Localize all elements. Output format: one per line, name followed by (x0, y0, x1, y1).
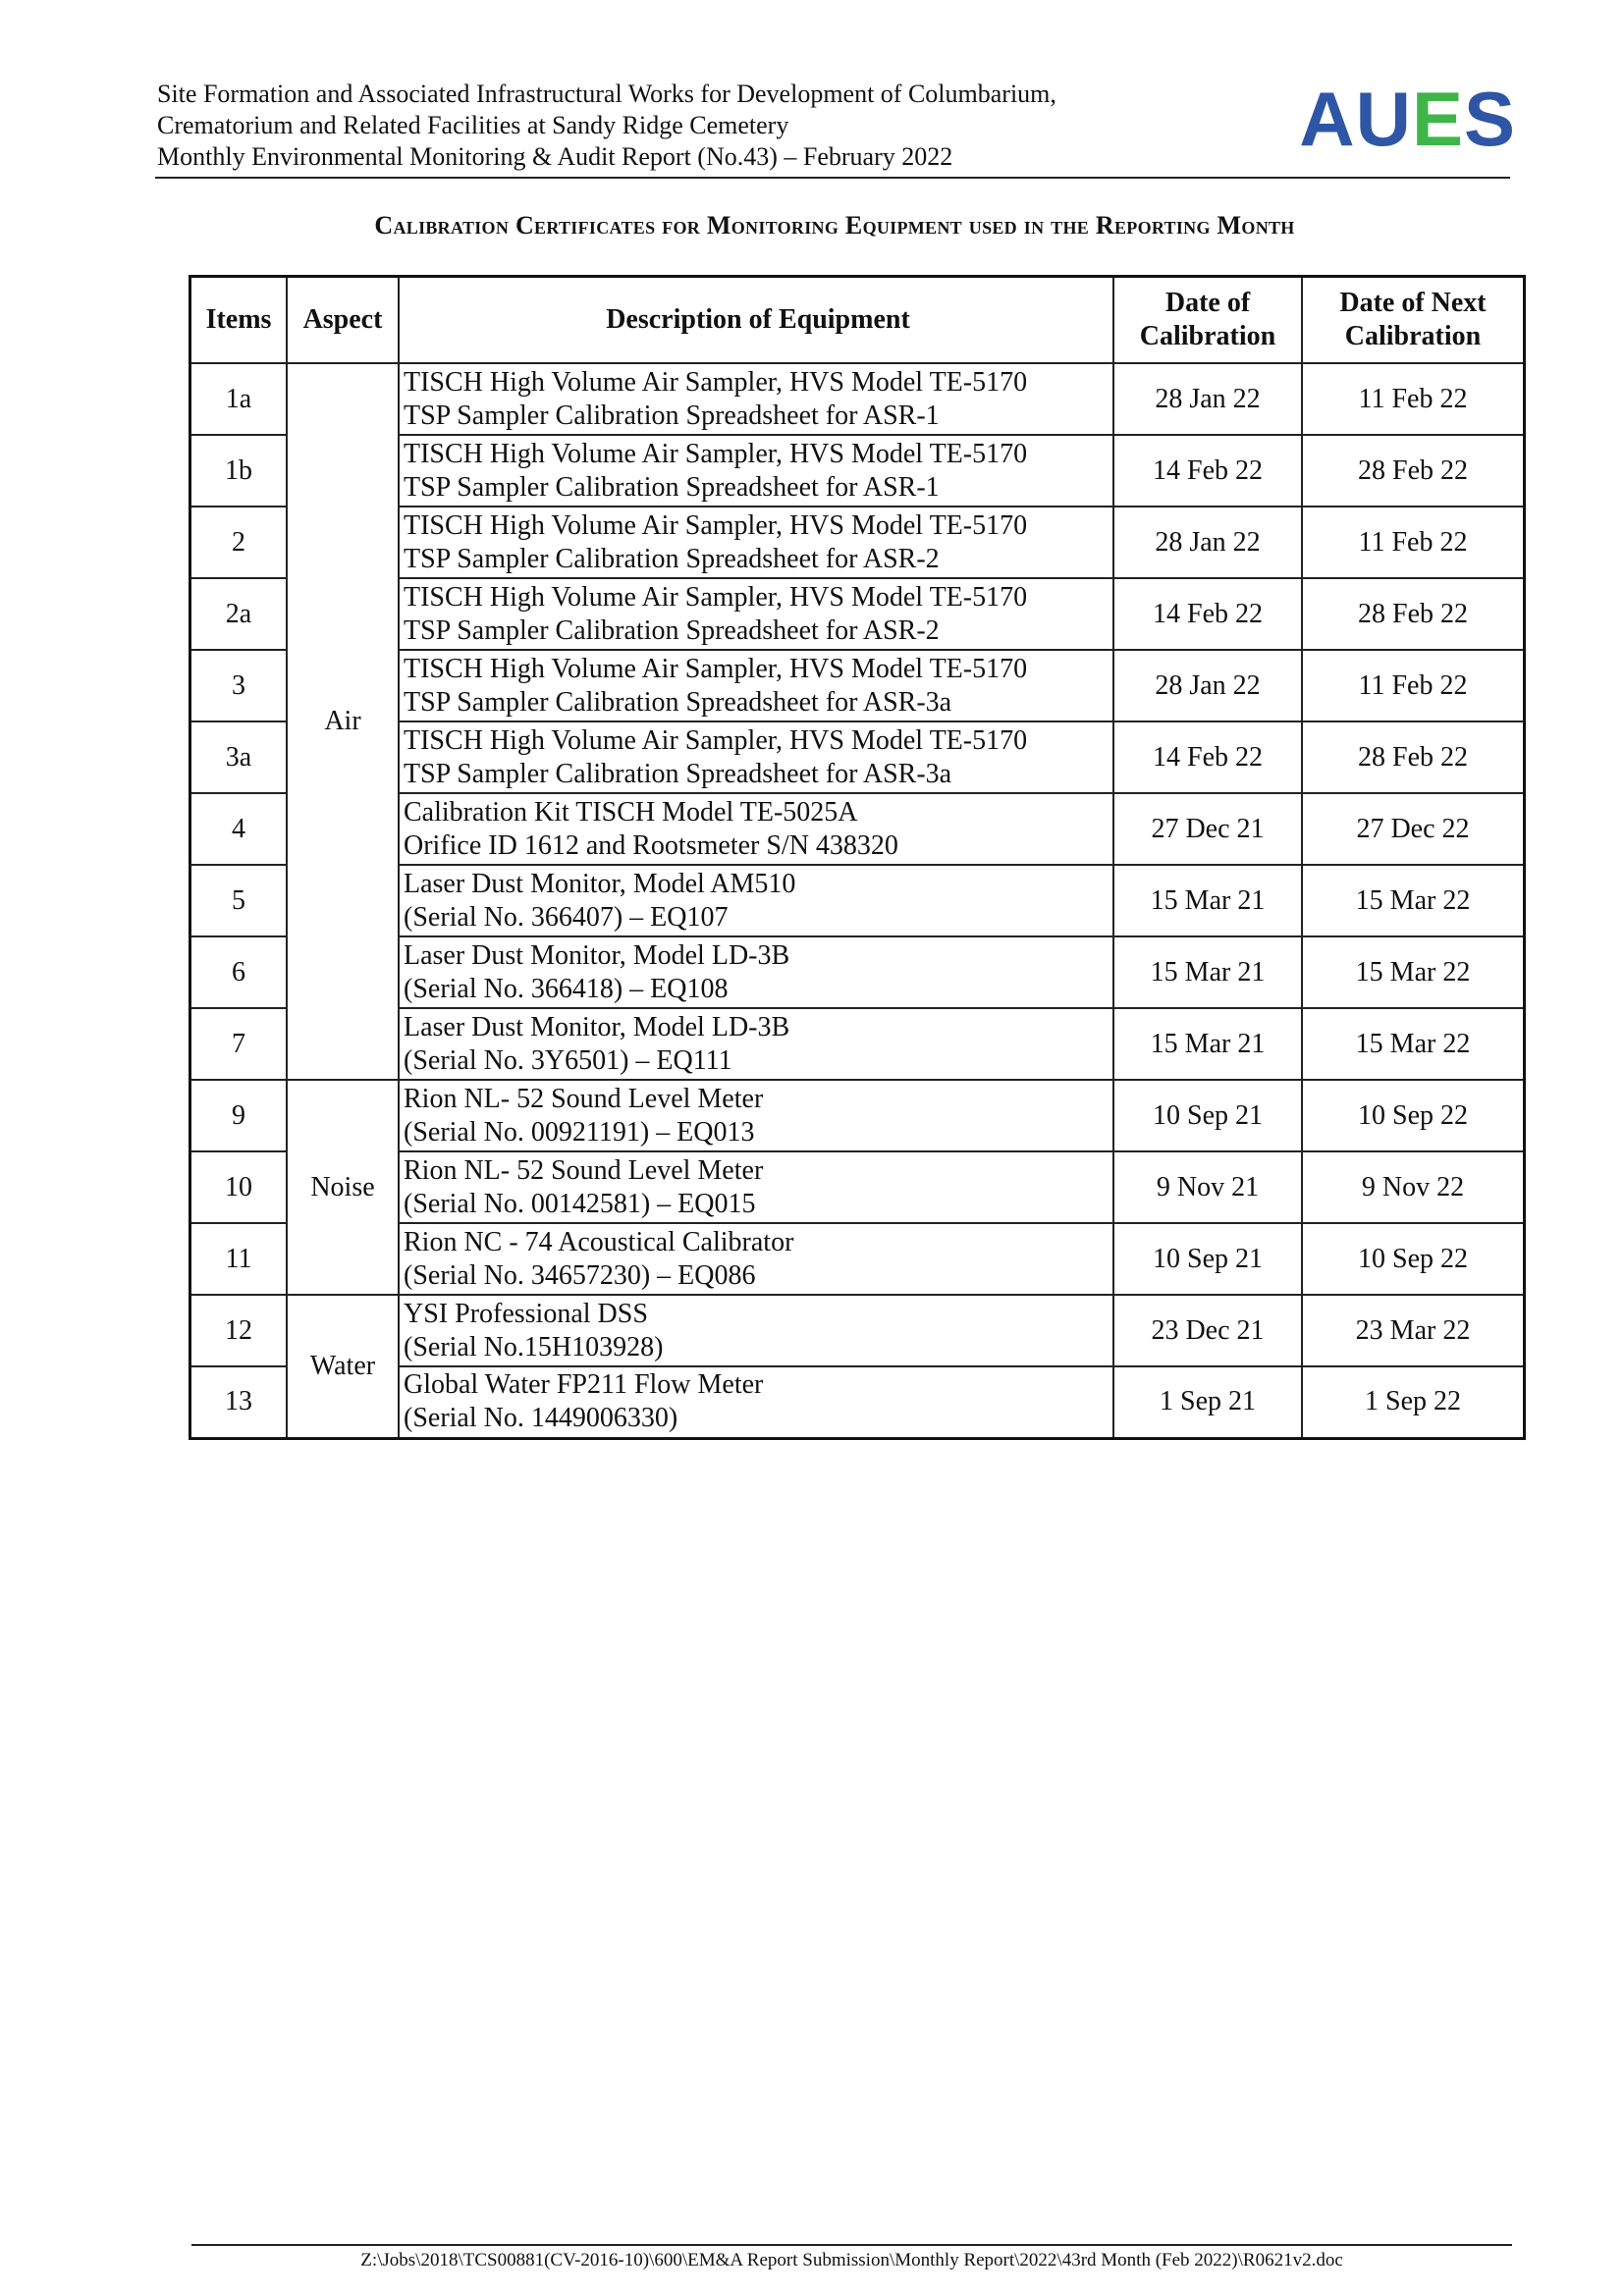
cell-description (399, 1008, 1113, 1080)
cell-description (399, 936, 1113, 1008)
cell-item: 1a (190, 363, 288, 435)
description-line-1: Laser Dust Monitor, Model LD-3B (404, 1011, 790, 1042)
description-line-2: (Serial No. 34657230) – EQ086 (404, 1259, 756, 1291)
cell-calibration-date: 23 Dec 21 (1113, 1295, 1302, 1366)
description-line-2: TSP Sampler Calibration Spreadsheet for ASR-2 (404, 543, 940, 574)
description-line-1: Global Water FP211 Flow Meter (404, 1369, 764, 1401)
cell-item: 10 (190, 1151, 288, 1223)
cell-calibration-date: 10 Sep 21 (1113, 1223, 1302, 1295)
cell-next-calibration-date: 10 Sep 22 (1302, 1080, 1525, 1151)
cell-description (399, 507, 1113, 578)
cell-description (399, 1151, 1113, 1223)
description-line-1: TISCH High Volume Air Sampler, HVS Model TE-5170 (404, 366, 1028, 398)
cell-item: 1b (190, 435, 288, 507)
cell-calibration-date: 10 Sep 21 (1113, 1080, 1302, 1151)
cell-description (399, 1295, 1113, 1366)
description-line-1: Laser Dust Monitor, Model LD-3B (404, 939, 790, 971)
footer-divider (191, 2244, 1512, 2246)
cell-calibration-date: 27 Dec 21 (1113, 793, 1302, 865)
cell-next-calibration-date: 15 Mar 22 (1302, 936, 1525, 1008)
logo-letter-a: A (1299, 76, 1356, 162)
cell-next-calibration-date: 15 Mar 22 (1302, 865, 1525, 936)
cell-next-calibration-date: 23 Mar 22 (1302, 1295, 1525, 1366)
cell-next-calibration-date: 11 Feb 22 (1302, 650, 1525, 721)
cell-calibration-date: 14 Feb 22 (1113, 435, 1302, 507)
description-line-2: TSP Sampler Calibration Spreadsheet for ASR-1 (404, 471, 940, 503)
cell-description (399, 793, 1113, 865)
cell-aspect: Water (287, 1295, 399, 1438)
cell-next-calibration-date: 28 Feb 22 (1302, 721, 1525, 793)
table-row (190, 1295, 1525, 1366)
cell-next-calibration-date: 15 Mar 22 (1302, 1008, 1525, 1080)
description-line-1: Calibration Kit TISCH Model TE-5025A (404, 796, 858, 828)
description-line-1: TISCH High Volume Air Sampler, HVS Model TE-5170 (404, 509, 1028, 541)
table-body (190, 363, 1525, 1438)
cell-item: 7 (190, 1008, 288, 1080)
description-line-1: Rion NL- 52 Sound Level Meter (404, 1083, 764, 1114)
cell-item: 3a (190, 721, 288, 793)
description-line-1: Rion NC - 74 Acoustical Calibrator (404, 1226, 794, 1257)
cell-item: 2 (190, 507, 288, 578)
description-line-1: TISCH High Volume Air Sampler, HVS Model TE-5170 (404, 581, 1028, 613)
cell-calibration-date: 14 Feb 22 (1113, 721, 1302, 793)
cell-item: 11 (190, 1223, 288, 1295)
cell-calibration-date: 14 Feb 22 (1113, 578, 1302, 650)
description-line-2: Orifice ID 1612 and Rootsmeter S/N 438320 (404, 829, 898, 861)
section-title: Calibration Certificates for Monitoring Equipment used in the Reporting Month (374, 211, 1295, 240)
col-header-date (1113, 277, 1302, 364)
cell-next-calibration-date: 28 Feb 22 (1302, 578, 1525, 650)
col-header-next-date (1302, 277, 1525, 364)
cell-description (399, 578, 1113, 650)
cell-description (399, 1366, 1113, 1438)
logo-letter-e: E (1411, 76, 1464, 162)
description-line-2: (Serial No.15H103928) (404, 1331, 664, 1362)
cell-item: 4 (190, 793, 288, 865)
col-header-items: Items (190, 277, 288, 364)
logo-letter-u: U (1355, 76, 1412, 162)
cell-description (399, 363, 1113, 435)
cell-calibration-date: 15 Mar 21 (1113, 865, 1302, 936)
description-line-2: (Serial No. 00142581) – EQ015 (404, 1188, 756, 1219)
col-header-date-line2: Calibration (1139, 321, 1276, 351)
cell-calibration-date: 15 Mar 21 (1113, 936, 1302, 1008)
cell-next-calibration-date: 10 Sep 22 (1302, 1223, 1525, 1295)
cell-next-calibration-date: 9 Nov 22 (1302, 1151, 1525, 1223)
description-line-1: YSI Professional DSS (404, 1298, 648, 1329)
aues-logo (1299, 76, 1516, 162)
cell-description (399, 1223, 1113, 1295)
header-divider (155, 177, 1510, 179)
description-line-1: TISCH High Volume Air Sampler, HVS Model TE-5170 (404, 653, 1028, 684)
logo-letter-s: S (1463, 76, 1516, 162)
header-line-2: Crematorium and Related Facilities at Sandy Ridge Cemetery (157, 111, 789, 139)
cell-calibration-date: 9 Nov 21 (1113, 1151, 1302, 1223)
cell-item: 3 (190, 650, 288, 721)
cell-item: 9 (190, 1080, 288, 1151)
cell-calibration-date: 28 Jan 22 (1113, 507, 1302, 578)
cell-item: 13 (190, 1366, 288, 1438)
cell-calibration-date: 15 Mar 21 (1113, 1008, 1302, 1080)
description-line-2: TSP Sampler Calibration Spreadsheet for ASR-1 (404, 400, 940, 431)
cell-next-calibration-date: 27 Dec 22 (1302, 793, 1525, 865)
cell-description (399, 721, 1113, 793)
cell-description (399, 865, 1113, 936)
cell-description (399, 1080, 1113, 1151)
cell-item: 2a (190, 578, 288, 650)
description-line-2: (Serial No. 1449006330) (404, 1403, 678, 1434)
cell-item: 5 (190, 865, 288, 936)
cell-description (399, 650, 1113, 721)
cell-calibration-date: 1 Sep 21 (1113, 1366, 1302, 1438)
description-line-2: TSP Sampler Calibration Spreadsheet for ASR-3a (404, 758, 952, 789)
cell-description (399, 435, 1113, 507)
description-line-2: (Serial No. 3Y6501) – EQ111 (404, 1044, 732, 1076)
cell-next-calibration-date: 28 Feb 22 (1302, 435, 1525, 507)
col-header-date-line1: Date of (1164, 288, 1251, 318)
description-line-2: (Serial No. 366407) – EQ107 (404, 901, 729, 933)
calibration-table-wrapper (189, 275, 1526, 1440)
cell-aspect: Noise (287, 1080, 399, 1295)
description-line-1: TISCH High Volume Air Sampler, HVS Model TE-5170 (404, 438, 1028, 469)
description-line-2: TSP Sampler Calibration Spreadsheet for ASR-2 (404, 614, 940, 646)
cell-item: 6 (190, 936, 288, 1008)
description-line-2: TSP Sampler Calibration Spreadsheet for ASR-3a (404, 686, 952, 718)
col-header-next-line1: Date of Next (1339, 288, 1487, 318)
cell-calibration-date: 28 Jan 22 (1113, 650, 1302, 721)
header-line-1: Site Formation and Associated Infrastructural Works for Development of Columbarium, (157, 80, 1056, 108)
description-line-2: (Serial No. 00921191) – EQ013 (404, 1116, 755, 1148)
col-header-next-line2: Calibration (1344, 321, 1482, 351)
description-line-1: Laser Dust Monitor, Model AM510 (404, 868, 796, 899)
col-header-description: Description of Equipment (399, 277, 1113, 364)
calibration-table (189, 275, 1526, 1440)
header-line-3: Monthly Environmental Monitoring & Audit Report (No.43) – February 2022 (157, 142, 953, 171)
table-header-row (190, 277, 1525, 364)
cell-next-calibration-date: 11 Feb 22 (1302, 507, 1525, 578)
cell-item: 12 (190, 1295, 288, 1366)
footer-file-path: Z:\Jobs\2018\TCS00881(CV-2016-10)\600\EM&A Report Submission\Monthly Report\2022\43rd Month (Feb 2022)\R0621v2.doc (360, 2250, 1343, 2270)
table-row (190, 1080, 1525, 1151)
description-line-2: (Serial No. 366418) – EQ108 (404, 973, 729, 1004)
table-row (190, 363, 1525, 435)
cell-next-calibration-date: 11 Feb 22 (1302, 363, 1525, 435)
description-line-1: TISCH High Volume Air Sampler, HVS Model TE-5170 (404, 724, 1028, 756)
cell-next-calibration-date: 1 Sep 22 (1302, 1366, 1525, 1438)
cell-aspect: Air (287, 363, 399, 1080)
col-header-aspect: Aspect (287, 277, 399, 364)
cell-calibration-date: 28 Jan 22 (1113, 363, 1302, 435)
description-line-1: Rion NL- 52 Sound Level Meter (404, 1154, 764, 1186)
